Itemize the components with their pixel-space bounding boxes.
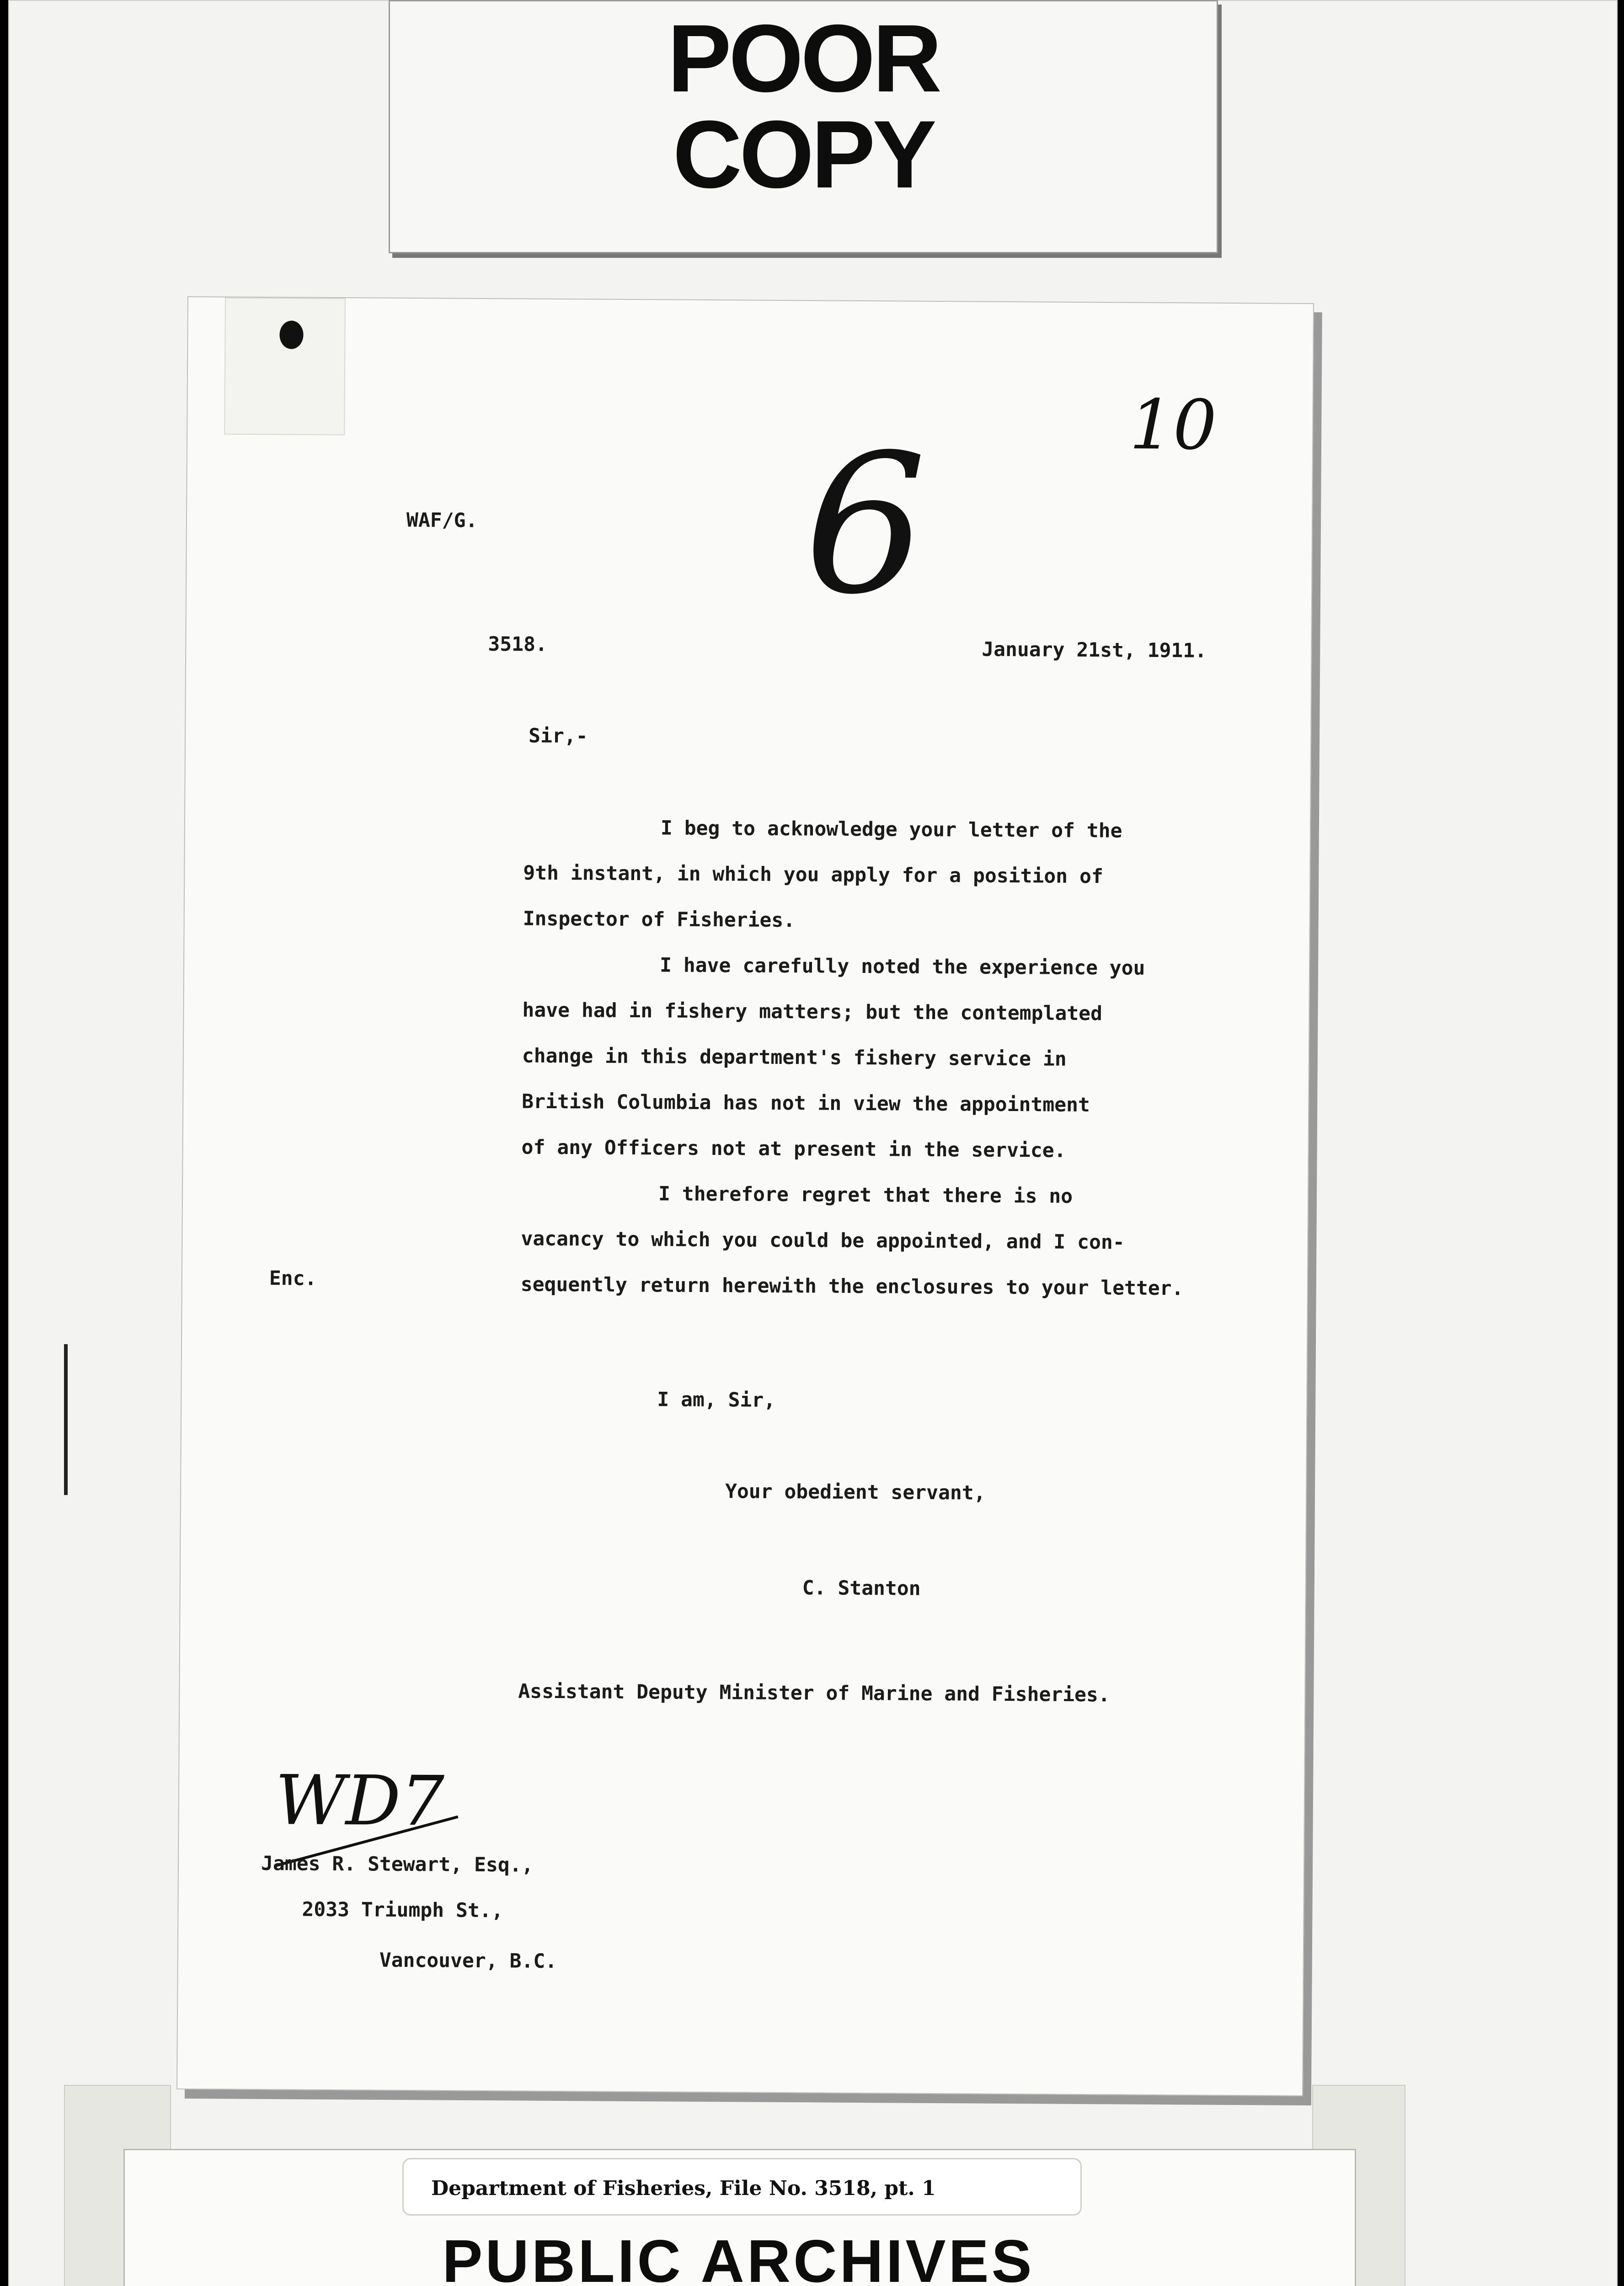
body-line: I therefore regret that there is no (658, 1182, 1073, 1208)
body-line: of any Officers not at present in the service. (521, 1136, 1066, 1162)
punch-hole (279, 320, 303, 349)
enclosure-note: Enc. (269, 1267, 317, 1290)
handwritten-initials: WD7 (275, 1761, 445, 1842)
body-line: 9th instant, in which you apply for a position of (523, 861, 1103, 888)
archive-label-line1: PUBLIC ARCHIVES (442, 2227, 1035, 2286)
letter-date: January 21st, 1911. (982, 638, 1207, 662)
body-line: vacancy to which you could be appointed, and I con- (521, 1227, 1125, 1254)
salutation: Sir,- (528, 724, 588, 748)
addressee-line: 2033 Triumph St., (302, 1898, 503, 1923)
body-line: I have carefully noted the experience you (659, 954, 1145, 980)
body-line: British Columbia has not in view the appointment (522, 1090, 1090, 1117)
file-reference: Department of Fisheries, File No. 3518, pt. 1 (431, 2177, 936, 2200)
poor-copy-card (389, 0, 1218, 253)
closing-line: Your obedient servant, (725, 1480, 986, 1505)
body-line: change in this department's fishery service in (522, 1044, 1067, 1071)
addressee-line: James R. Stewart, Esq., (261, 1852, 534, 1877)
addressee-line: Vancouver, B.C. (379, 1949, 557, 1973)
body-line: have had in fishery matters; but the contemplated (522, 999, 1103, 1025)
poor-copy-line2: COPY (673, 101, 934, 208)
body-line: Inspector of Fisheries. (523, 907, 796, 932)
body-line: sequently return herewith the enclosures to your letter. (520, 1273, 1184, 1300)
body-line: I beg to acknowledge your letter of the (660, 817, 1122, 843)
tape-corner (224, 298, 346, 436)
handwritten-large-numeral: 6 (803, 413, 927, 637)
handwritten-corner-number: 10 (1129, 385, 1217, 465)
closing-line: I am, Sir, (657, 1388, 776, 1412)
file-reference-tag (402, 2158, 1082, 2216)
letter-sheet (176, 296, 1314, 2096)
margin-mark (64, 1344, 68, 1495)
reference-initials: WAF/G. (406, 508, 478, 532)
file-number: 3518. (488, 633, 547, 656)
signature: C. Stanton (802, 1576, 921, 1600)
signatory-title: Assistant Deputy Minister of Marine and Fisheries. (518, 1680, 1110, 1707)
poor-copy-line1: POOR (667, 5, 940, 112)
